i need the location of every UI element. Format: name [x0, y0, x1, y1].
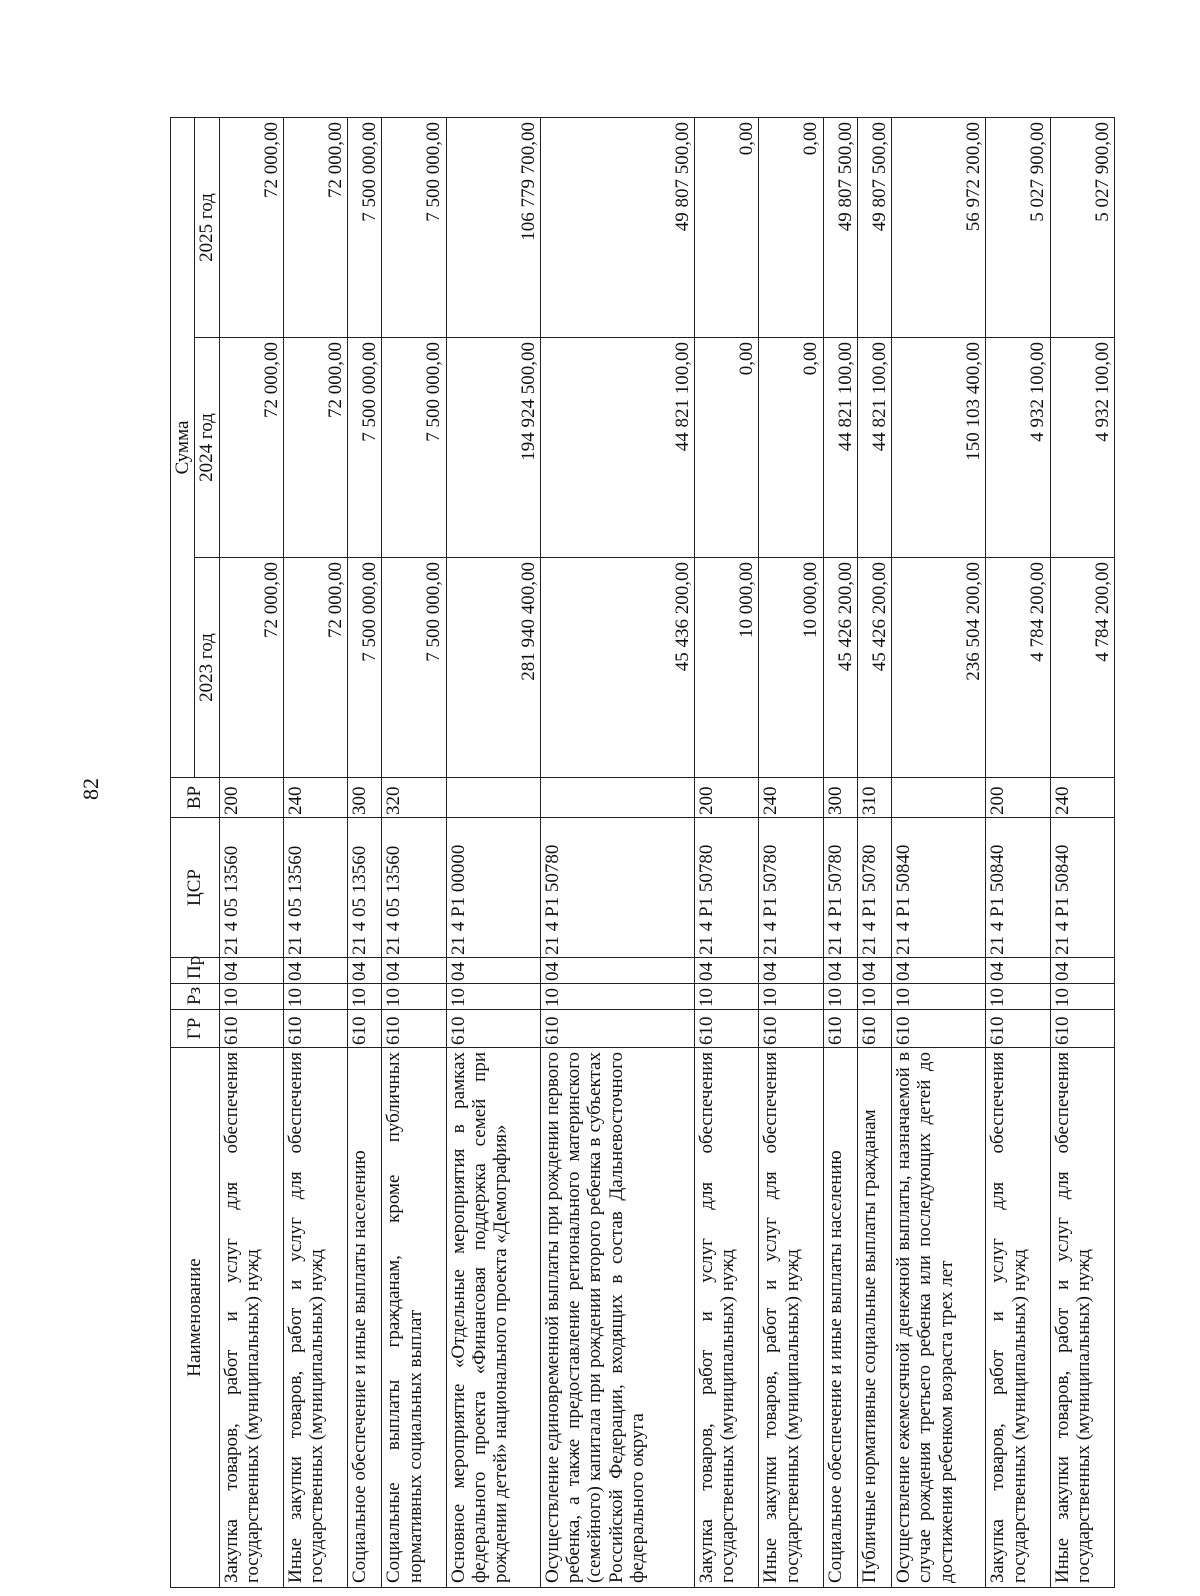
row-sum-2025: 49 807 500,00 [540, 118, 694, 338]
row-vr: 300 [348, 778, 382, 818]
row-pr: 04 [823, 958, 857, 984]
table-row [759, 118, 823, 1588]
row-vr: 240 [1050, 778, 1114, 818]
row-gr: 610 [892, 1010, 986, 1048]
row-sum-2024: 7 500 000,00 [382, 338, 446, 558]
row-gr: 610 [219, 1010, 283, 1048]
row-rz: 10 [219, 984, 283, 1010]
row-name: Социальное обеспечение и иные выплаты населению [823, 1048, 857, 1588]
row-sum-2025: 5 027 900,00 [1050, 118, 1114, 338]
row-name: Иные закупки товаров, работ и услуг для обеспечения государственных (муниципальных) нужд [283, 1048, 347, 1588]
row-sum-2024: 4 932 100,00 [986, 338, 1050, 558]
row-name: Закупка товаров, работ и услуг для обеспечения государственных (муниципальных) нужд [986, 1048, 1050, 1588]
row-sum-2023: 236 504 200,00 [892, 558, 986, 778]
header-pr: Пр [171, 958, 220, 984]
row-rz: 10 [540, 984, 694, 1010]
row-sum-2024: 7 500 000,00 [348, 338, 382, 558]
row-name: Основное мероприятие «Отдельные мероприятия в рамках федерального проекта «Финансовая поддержка семей при рождении детей» национального проекта «Демография» [446, 1048, 540, 1588]
row-sum-2023: 4 784 200,00 [986, 558, 1050, 778]
table-row [986, 118, 1050, 1588]
table-row [892, 118, 986, 1588]
row-csr: 21 4 05 13560 [348, 818, 382, 958]
row-vr: 300 [823, 778, 857, 818]
row-sum-2025: 5 027 900,00 [986, 118, 1050, 338]
header-row-1 [171, 118, 195, 1588]
row-sum-2024: 0,00 [759, 338, 823, 558]
row-sum-2024: 72 000,00 [283, 338, 347, 558]
row-sum-2025: 49 807 500,00 [857, 118, 891, 338]
row-name: Закупка товаров, работ и услуг для обеспечения государственных (муниципальных) нужд [219, 1048, 283, 1588]
row-csr: 21 4 05 13560 [283, 818, 347, 958]
row-rz: 10 [823, 984, 857, 1010]
row-sum-2023: 45 426 200,00 [857, 558, 891, 778]
table-row [823, 118, 857, 1588]
row-sum-2023: 7 500 000,00 [348, 558, 382, 778]
row-sum-2024: 44 821 100,00 [823, 338, 857, 558]
row-sum-2025: 106 779 700,00 [446, 118, 540, 338]
row-sum-2025: 7 500 000,00 [348, 118, 382, 338]
row-gr: 610 [348, 1010, 382, 1048]
row-vr: 320 [382, 778, 446, 818]
row-pr: 04 [1050, 958, 1114, 984]
row-sum-2025: 72 000,00 [219, 118, 283, 338]
row-csr: 21 4 P1 50840 [892, 818, 986, 958]
row-sum-2024: 0,00 [695, 338, 759, 558]
row-vr: 310 [857, 778, 891, 818]
row-rz: 10 [1050, 984, 1114, 1010]
row-rz: 10 [348, 984, 382, 1010]
row-sum-2024: 44 821 100,00 [857, 338, 891, 558]
row-csr: 21 4 P1 50840 [986, 818, 1050, 958]
header-rz: Рз [171, 984, 220, 1010]
header-year-2025: 2025 год [195, 118, 219, 338]
table-row [857, 118, 891, 1588]
table-row [695, 118, 759, 1588]
row-sum-2025: 0,00 [695, 118, 759, 338]
row-sum-2023: 7 500 000,00 [382, 558, 446, 778]
table-row [219, 118, 283, 1588]
row-csr: 21 4 05 13560 [219, 818, 283, 958]
row-sum-2024: 72 000,00 [219, 338, 283, 558]
row-sum-2025: 49 807 500,00 [823, 118, 857, 338]
row-vr: 200 [695, 778, 759, 818]
header-year-2023: 2023 год [195, 558, 219, 778]
row-gr: 610 [857, 1010, 891, 1048]
row-csr: 21 4 P1 50780 [695, 818, 759, 958]
row-pr: 04 [986, 958, 1050, 984]
page-number: 82 [78, 778, 103, 800]
row-sum-2023: 281 940 400,00 [446, 558, 540, 778]
header-csr: ЦСР [171, 818, 220, 958]
row-vr: 200 [986, 778, 1050, 818]
row-vr [540, 778, 694, 818]
table-row [540, 118, 694, 1588]
row-sum-2025: 0,00 [759, 118, 823, 338]
row-gr: 610 [540, 1010, 694, 1048]
row-pr: 04 [382, 958, 446, 984]
row-pr: 04 [540, 958, 694, 984]
row-pr: 04 [283, 958, 347, 984]
row-csr: 21 4 P1 50840 [1050, 818, 1114, 958]
row-csr: 21 4 P1 00000 [446, 818, 540, 958]
row-vr: 240 [283, 778, 347, 818]
row-vr [892, 778, 986, 818]
row-csr: 21 4 05 13560 [382, 818, 446, 958]
row-gr: 610 [382, 1010, 446, 1048]
row-sum-2023: 72 000,00 [283, 558, 347, 778]
row-sum-2023: 45 436 200,00 [540, 558, 694, 778]
row-sum-2024: 4 932 100,00 [1050, 338, 1114, 558]
row-rz: 10 [759, 984, 823, 1010]
row-gr: 610 [695, 1010, 759, 1048]
row-name: Социальные выплаты гражданам, кроме публичных нормативных социальных выплат [382, 1048, 446, 1588]
row-rz: 10 [857, 984, 891, 1010]
table-row [1050, 118, 1114, 1588]
row-csr: 21 4 P1 50780 [857, 818, 891, 958]
table-row [348, 118, 382, 1588]
row-vr: 240 [759, 778, 823, 818]
row-gr: 610 [823, 1010, 857, 1048]
row-gr: 610 [759, 1010, 823, 1048]
row-gr: 610 [1050, 1010, 1114, 1048]
table-row [446, 118, 540, 1588]
row-name: Социальное обеспечение и иные выплаты населению [348, 1048, 382, 1588]
row-csr: 21 4 P1 50780 [823, 818, 857, 958]
row-name: Иные закупки товаров, работ и услуг для обеспечения государственных (муниципальных) нужд [1050, 1048, 1114, 1588]
row-pr: 04 [892, 958, 986, 984]
row-gr: 610 [446, 1010, 540, 1048]
header-vr: ВР [171, 778, 220, 818]
row-rz: 10 [892, 984, 986, 1010]
row-gr: 610 [283, 1010, 347, 1048]
header-sum: Сумма [171, 118, 195, 778]
header-gr: ГР [171, 1010, 220, 1048]
row-vr: 200 [219, 778, 283, 818]
row-pr: 04 [759, 958, 823, 984]
row-name: Закупка товаров, работ и услуг для обеспечения государственных (муниципальных) нужд [695, 1048, 759, 1588]
row-sum-2024: 194 924 500,00 [446, 338, 540, 558]
row-pr: 04 [219, 958, 283, 984]
row-sum-2023: 10 000,00 [759, 558, 823, 778]
row-csr: 21 4 P1 50780 [759, 818, 823, 958]
header-name: Наименование [171, 1048, 220, 1588]
row-sum-2025: 56 972 200,00 [892, 118, 986, 338]
row-pr: 04 [695, 958, 759, 984]
row-sum-2024: 44 821 100,00 [540, 338, 694, 558]
table-row [382, 118, 446, 1588]
row-pr: 04 [348, 958, 382, 984]
row-rz: 10 [695, 984, 759, 1010]
row-sum-2025: 7 500 000,00 [382, 118, 446, 338]
row-sum-2024: 150 103 400,00 [892, 338, 986, 558]
row-csr: 21 4 P1 50780 [540, 818, 694, 958]
row-rz: 10 [382, 984, 446, 1010]
rotated-table-wrapper [170, 118, 1115, 1588]
row-pr: 04 [446, 958, 540, 984]
row-vr [446, 778, 540, 818]
row-sum-2023: 10 000,00 [695, 558, 759, 778]
row-sum-2023: 4 784 200,00 [1050, 558, 1114, 778]
row-sum-2023: 45 426 200,00 [823, 558, 857, 778]
row-name: Осуществление единовременной выплаты при рождении первого ребенка, а также предоставление регионального материнского (семейного) капитала при рождении второго ребенка в субъектах Российской Федерации, входящих в состав Дальневосточного федерального округа [540, 1048, 694, 1588]
row-gr: 610 [986, 1010, 1050, 1048]
row-sum-2025: 72 000,00 [283, 118, 347, 338]
header-year-2024: 2024 год [195, 338, 219, 558]
row-rz: 10 [986, 984, 1050, 1010]
row-name: Публичные нормативные социальные выплаты гражданам [857, 1048, 891, 1588]
row-name: Иные закупки товаров, работ и услуг для обеспечения государственных (муниципальных) нужд [759, 1048, 823, 1588]
row-sum-2023: 72 000,00 [219, 558, 283, 778]
table-row [283, 118, 347, 1588]
row-name: Осуществление ежемесячной денежной выплаты, назначаемой в случае рождения третьего ребенка или последующих детей до достижения ребенком возраста трех лет [892, 1048, 986, 1588]
row-pr: 04 [857, 958, 891, 984]
row-rz: 10 [446, 984, 540, 1010]
row-rz: 10 [283, 984, 347, 1010]
budget-table [170, 117, 1115, 1588]
